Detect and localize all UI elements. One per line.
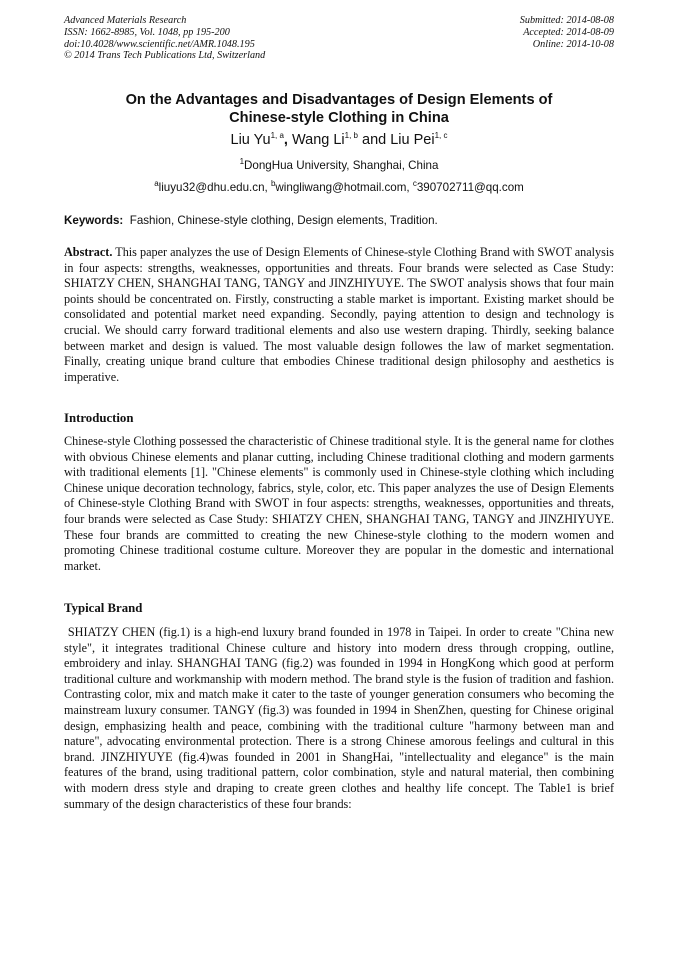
keywords-text: Fashion, Chinese-style clothing, Design elements, Tradition. — [129, 214, 438, 227]
accepted-date: Accepted: 2014-08-09 — [523, 26, 614, 38]
typical-brand-heading: Typical Brand — [64, 601, 143, 615]
abstract-label: Abstract. — [64, 245, 113, 259]
introduction-paragraph: Chinese-style Clothing possessed the characteristic of Chinese traditional style. It is the general name for clothes with obvious Chinese elements and planar cutting, including Chinese traditional clothing and modern garments with traditional elements [1]. "Chinese elements" is commonly used in Chinese-style clothing which including Chinese unique decoration technology, fabrics, style, color, etc. This paper analyzes the use of Design Elements of Chinese-style Clothing Brand with SWOT in four aspects: strengths, weaknesses, opportunities and threats, four brands were selected as Case Study: SHIATZY CHEN, SHANGHAI TANG, TANGY and JINZHIYUYE. These four brands are committed to creating the new Chinese-style clothing to the modern women and promoting Chinese traditional costume culture. Moreover they are popular in the domestic and international market. — [64, 434, 614, 573]
submitted-date: Submitted: 2014-08-08 — [519, 15, 614, 26]
author-name: Wang Li — [291, 132, 345, 148]
journal-header-right — [520, 15, 614, 50]
copyright-line: © 2014 Trans Tech Publications Ltd, Switzerland — [64, 50, 266, 62]
author-name: Liu Yu — [230, 132, 271, 148]
introduction-heading: Introduction — [64, 411, 134, 425]
author-separator: , — [283, 132, 292, 148]
typical-brand-paragraph: SHIATZY CHEN (fig.1) is a high-end luxury brand founded in 1978 in Taipei. In order to create "China new style", it integrates traditional Chinese culture and history into modern dress through cropping, outline, embroidery and inlay. SHANGHAI TANG (fig.2) was founded in 1994 in HongKong which good at perform traditional culture and workmanship with modern method. The brand style is the fusion of tradition and fashion. Contrasting color, mix and match make it cater to the taste of younger generation consumers who becoming the mainstream luxury consumer. TANGY (fig.3) was founded in 1994 in ShenZhen, questing for Chinese original design, emphasizing health and peace, combining with the traditional culture "harmony between man and nature", advocating environmental protection. There is a strong Chinese amorous feelings and cultural in this brand. JINZHIYUYE (fig.4)was founded in 2001 in ShangHai, "intellectuality and elegance" is the main features of the brand, using traditional pattern, color combination, style and natural material, then combining with modern dress style and draping to create green clothes and healthy life concept. The Table1 is brief summary of the design characteristics of these four brands: — [64, 625, 618, 811]
keywords — [64, 214, 616, 228]
author-name: Liu Pei — [390, 132, 435, 148]
email-address: wingliwang@hotmail.com, — [275, 181, 413, 194]
journal-header-left — [64, 15, 265, 62]
affiliation — [40, 159, 638, 173]
affiliation-mark: 1 — [239, 157, 245, 167]
paper-title — [40, 91, 638, 127]
author-affiliation-mark: 1, a — [270, 131, 284, 141]
doi-line: doi:10.4028/www.scientific.net/AMR.1048.195 — [64, 38, 255, 50]
issn-line: ISSN: 1662-8985, Vol. 1048, pp 195-200 — [64, 26, 230, 38]
email-mark: b — [270, 179, 276, 189]
keywords-label: Keywords: — [64, 214, 124, 227]
abstract-paragraph — [64, 245, 614, 385]
author-affiliation-mark: 1, c — [434, 131, 448, 141]
email-address: 390702711@qq.com — [416, 181, 524, 194]
email-mark: a — [154, 179, 159, 189]
author-list — [40, 131, 638, 149]
author-separator: and — [357, 132, 391, 148]
title-line-2: Chinese-style Clothing in China — [229, 110, 449, 126]
online-date: Online: 2014-10-08 — [532, 38, 614, 50]
email-address: liuyu32@dhu.edu.cn, — [158, 181, 271, 194]
abstract-text: This paper analyzes the use of Design Elements of Chinese-style Clothing Brand with SWOT analysis in four aspects: strengths, weaknesses, opportunities and threats. Four brands were selected as Case Study: SHIATZY CHEN, SHANGHAI TANG, TANGY and JINZHIYUYE. The SWOT analysis shows that four main points should be concentrated on. Firstly, constructing a stable market is important. Existing market should be consolidated and potential market need expanding. Secondly, paying attention to design and technology is crucial. We should carry forward traditional elements and also use western draping. Thirdly, seeking balance between market and design is valued. The most valuable design followes the law of market segmentation. Finally, creating unique brand culture that embodies Chinese traditional design philosophy and aesthetics is imperative. — [64, 245, 615, 384]
author-affiliation-mark: 1, b — [344, 131, 358, 141]
author-emails — [40, 181, 638, 195]
title-line-1: On the Advantages and Disadvantages of Design Elements of — [125, 92, 553, 108]
email-mark: c — [412, 179, 417, 189]
affiliation-text: DongHua University, Shanghai, China — [244, 159, 439, 172]
journal-name: Advanced Materials Research — [64, 15, 187, 26]
